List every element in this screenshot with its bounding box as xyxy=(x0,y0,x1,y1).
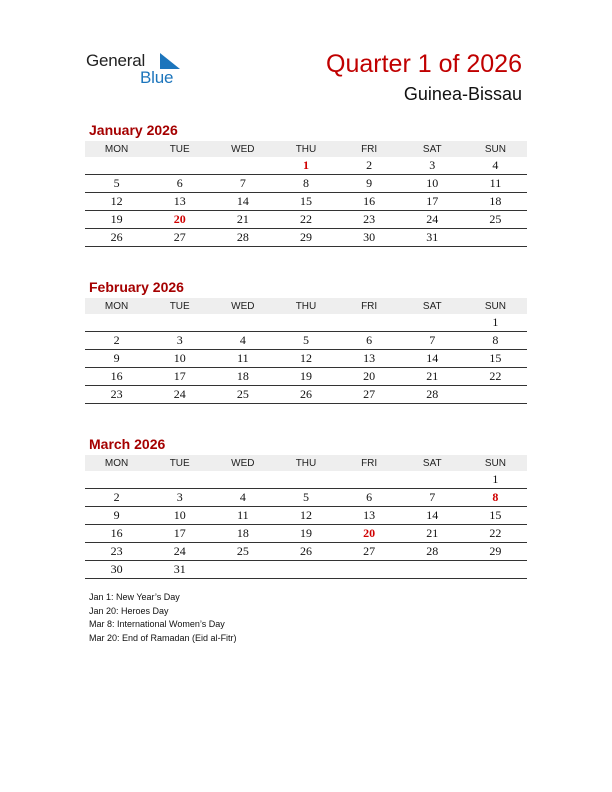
day-cell: 25 xyxy=(211,386,274,404)
day-cell: 27 xyxy=(338,386,401,404)
week-row xyxy=(85,386,527,404)
day-cell: 1 xyxy=(464,314,527,332)
day-cell: 13 xyxy=(148,193,211,211)
weekday-header: THU xyxy=(274,455,337,471)
day-cell: 14 xyxy=(401,350,464,368)
day-cell: 27 xyxy=(338,543,401,561)
day-cell: 3 xyxy=(148,489,211,507)
day-cell: 7 xyxy=(401,489,464,507)
day-cell xyxy=(464,386,527,404)
day-cell xyxy=(211,471,274,489)
day-cell: 19 xyxy=(274,525,337,543)
weekday-header-row xyxy=(85,141,527,157)
week-row xyxy=(85,507,527,525)
day-cell: 6 xyxy=(148,175,211,193)
day-cell: 9 xyxy=(85,507,148,525)
day-cell: 11 xyxy=(211,350,274,368)
week-row xyxy=(85,350,527,368)
week-row xyxy=(85,471,527,489)
day-cell xyxy=(274,561,337,579)
day-cell: 17 xyxy=(401,193,464,211)
week-row xyxy=(85,525,527,543)
weekday-header: SAT xyxy=(401,298,464,314)
calendar-table xyxy=(85,141,527,247)
weekday-header-row xyxy=(85,298,527,314)
day-cell: 20 xyxy=(148,211,211,229)
day-cell xyxy=(211,561,274,579)
weekday-header: TUE xyxy=(148,455,211,471)
day-cell: 3 xyxy=(148,332,211,350)
day-cell: 10 xyxy=(148,507,211,525)
day-cell: 15 xyxy=(274,193,337,211)
day-cell: 8 xyxy=(464,489,527,507)
day-cell: 25 xyxy=(211,543,274,561)
day-cell: 1 xyxy=(274,157,337,175)
month-title: February 2026 xyxy=(89,279,184,295)
day-cell: 17 xyxy=(148,525,211,543)
week-row xyxy=(85,489,527,507)
day-cell: 14 xyxy=(401,507,464,525)
weekday-header: WED xyxy=(211,298,274,314)
week-row xyxy=(85,175,527,193)
day-cell: 4 xyxy=(211,489,274,507)
day-cell: 2 xyxy=(85,332,148,350)
day-cell: 5 xyxy=(274,332,337,350)
day-cell: 29 xyxy=(274,229,337,247)
day-cell: 15 xyxy=(464,350,527,368)
day-cell: 6 xyxy=(338,332,401,350)
holiday-note: Mar 20: End of Ramadan (Eid al-Fitr) xyxy=(89,632,237,643)
day-cell: 1 xyxy=(464,471,527,489)
day-cell: 10 xyxy=(148,350,211,368)
day-cell xyxy=(85,471,148,489)
holiday-notes xyxy=(89,591,237,645)
week-row xyxy=(85,561,527,579)
day-cell: 30 xyxy=(85,561,148,579)
day-cell: 11 xyxy=(211,507,274,525)
month-january xyxy=(85,122,527,247)
day-cell xyxy=(464,229,527,247)
day-cell: 21 xyxy=(401,525,464,543)
day-cell: 28 xyxy=(211,229,274,247)
day-cell: 31 xyxy=(401,229,464,247)
day-cell: 24 xyxy=(148,386,211,404)
day-cell xyxy=(338,471,401,489)
day-cell: 24 xyxy=(401,211,464,229)
day-cell: 23 xyxy=(85,543,148,561)
weekday-header: FRI xyxy=(338,298,401,314)
day-cell: 30 xyxy=(338,229,401,247)
day-cell xyxy=(211,157,274,175)
weekday-header: SUN xyxy=(464,298,527,314)
day-cell: 21 xyxy=(401,368,464,386)
calendar-table xyxy=(85,455,527,579)
logo-text-blue: Blue xyxy=(140,68,174,87)
day-cell: 16 xyxy=(85,525,148,543)
day-cell: 21 xyxy=(211,211,274,229)
weekday-header: WED xyxy=(211,141,274,157)
day-cell: 10 xyxy=(401,175,464,193)
day-cell: 26 xyxy=(85,229,148,247)
day-cell xyxy=(85,157,148,175)
week-row xyxy=(85,229,527,247)
logo-triangle-icon xyxy=(158,53,180,69)
day-cell: 24 xyxy=(148,543,211,561)
day-cell: 31 xyxy=(148,561,211,579)
week-row xyxy=(85,368,527,386)
month-march xyxy=(85,436,527,579)
day-cell xyxy=(211,314,274,332)
weekday-header: SUN xyxy=(464,141,527,157)
weekday-header: FRI xyxy=(338,141,401,157)
day-cell: 12 xyxy=(274,350,337,368)
day-cell xyxy=(85,314,148,332)
week-row xyxy=(85,157,527,175)
weekday-header: SAT xyxy=(401,141,464,157)
day-cell: 7 xyxy=(211,175,274,193)
weekday-header: SUN xyxy=(464,455,527,471)
day-cell: 15 xyxy=(464,507,527,525)
day-cell: 13 xyxy=(338,350,401,368)
day-cell xyxy=(464,561,527,579)
day-cell: 22 xyxy=(464,368,527,386)
holiday-note: Jan 1: New Year’s Day xyxy=(89,592,180,602)
day-cell: 20 xyxy=(338,368,401,386)
weekday-header: SAT xyxy=(401,455,464,471)
day-cell xyxy=(338,561,401,579)
day-cell: 26 xyxy=(274,386,337,404)
weekday-header: MON xyxy=(85,141,148,157)
country-name: Guinea-Bissau xyxy=(403,84,522,104)
day-cell: 13 xyxy=(338,507,401,525)
day-cell xyxy=(274,314,337,332)
day-cell xyxy=(338,314,401,332)
day-cell: 6 xyxy=(338,489,401,507)
month-title: January 2026 xyxy=(89,122,178,138)
day-cell: 2 xyxy=(85,489,148,507)
day-cell: 12 xyxy=(85,193,148,211)
weekday-header: FRI xyxy=(338,455,401,471)
day-cell: 22 xyxy=(274,211,337,229)
holiday-note: Mar 8: International Women’s Day xyxy=(89,619,225,629)
day-cell: 18 xyxy=(464,193,527,211)
month-title: March 2026 xyxy=(89,436,166,452)
day-cell: 25 xyxy=(464,211,527,229)
day-cell xyxy=(274,471,337,489)
weekday-header: TUE xyxy=(148,141,211,157)
day-cell xyxy=(401,314,464,332)
week-row xyxy=(85,193,527,211)
day-cell: 9 xyxy=(85,350,148,368)
generalblue-logo xyxy=(86,51,186,91)
day-cell: 7 xyxy=(401,332,464,350)
day-cell: 18 xyxy=(211,525,274,543)
day-cell: 5 xyxy=(274,489,337,507)
day-cell: 29 xyxy=(464,543,527,561)
holiday-note: Jan 20: Heroes Day xyxy=(89,605,169,616)
day-cell: 28 xyxy=(401,386,464,404)
day-cell: 16 xyxy=(85,368,148,386)
day-cell: 3 xyxy=(401,157,464,175)
weekday-header: MON xyxy=(85,298,148,314)
day-cell: 4 xyxy=(464,157,527,175)
day-cell xyxy=(148,314,211,332)
calendar-table xyxy=(85,298,527,404)
day-cell: 19 xyxy=(274,368,337,386)
day-cell: 28 xyxy=(401,543,464,561)
day-cell xyxy=(148,471,211,489)
weekday-header: MON xyxy=(85,455,148,471)
day-cell xyxy=(148,157,211,175)
day-cell: 23 xyxy=(85,386,148,404)
day-cell: 5 xyxy=(85,175,148,193)
weekday-header-row xyxy=(85,455,527,471)
day-cell: 26 xyxy=(274,543,337,561)
day-cell: 20 xyxy=(338,525,401,543)
day-cell xyxy=(401,561,464,579)
day-cell: 14 xyxy=(211,193,274,211)
day-cell: 12 xyxy=(274,507,337,525)
day-cell: 17 xyxy=(148,368,211,386)
weekday-header: THU xyxy=(274,141,337,157)
day-cell: 11 xyxy=(464,175,527,193)
day-cell: 8 xyxy=(464,332,527,350)
day-cell: 19 xyxy=(85,211,148,229)
day-cell: 8 xyxy=(274,175,337,193)
day-cell: 23 xyxy=(338,211,401,229)
week-row xyxy=(85,332,527,350)
logo-text-general: General xyxy=(86,51,146,70)
day-cell: 2 xyxy=(338,157,401,175)
day-cell: 27 xyxy=(148,229,211,247)
week-row xyxy=(85,543,527,561)
day-cell: 9 xyxy=(338,175,401,193)
week-row xyxy=(85,211,527,229)
weekday-header: WED xyxy=(211,455,274,471)
weekday-header: TUE xyxy=(148,298,211,314)
day-cell: 4 xyxy=(211,332,274,350)
day-cell: 22 xyxy=(464,525,527,543)
week-row xyxy=(85,314,527,332)
page-title: Quarter 1 of 2026 xyxy=(326,50,522,78)
day-cell xyxy=(401,471,464,489)
month-february xyxy=(85,279,527,404)
weekday-header: THU xyxy=(274,298,337,314)
day-cell: 18 xyxy=(211,368,274,386)
day-cell: 16 xyxy=(338,193,401,211)
